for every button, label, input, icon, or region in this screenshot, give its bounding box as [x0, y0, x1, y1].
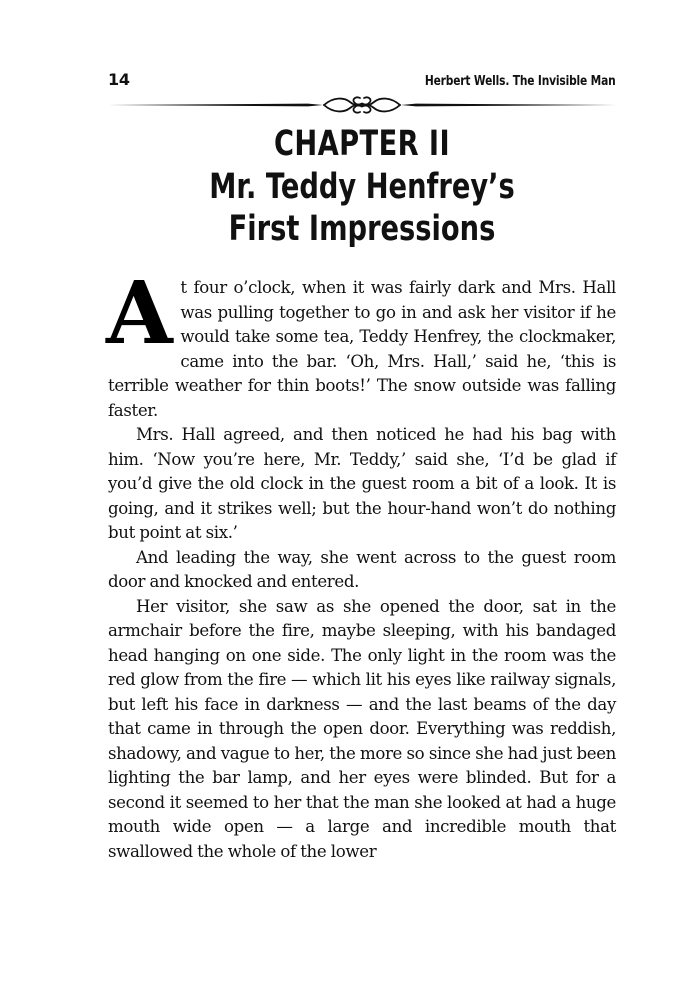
chapter-title-line-2: First Impressions: [228, 209, 496, 249]
page-number: 14: [108, 70, 130, 89]
paragraph-3: And leading the way, she went across to the guest room door and knocked and entered.: [108, 547, 616, 591]
paragraph-4: Her visitor, she saw as she opened the door, sat in the armchair before the fire, maybe sleeping, with his bandaged head hanging on one side. The only light in the room was the red glow from the fire — which lit his eyes like railway signals, but left his face in darkness — and the last beams of the day that came in through the open door. Everything was reddish, shadowy, and vague to her, the more so since she had just been lighting the bar lamp, and her eyes were blinded. But for a second it seemed to her that the man she looked at had a huge mouth wide open — a large and incredible mouth that swallowed the whole of the lower: [108, 596, 616, 861]
running-head: [108, 70, 616, 92]
paragraph-1-text: t four o’clock, when it was fairly dark and Mrs. Hall was pulling together to go in and ask her visitor if he would take some tea, Teddy Henfrey, the clockmaker, came into the bar. ‘Oh, Mrs. Hall,’ said he, ‘this is terrible weather for thin boots!’ The snow outside was falling faster.: [108, 278, 616, 420]
chapter-body: [106, 263, 616, 864]
book-page: [108, 70, 616, 864]
ornament-divider: [108, 94, 616, 116]
running-title: Herbert Wells. The Invisible Man: [425, 74, 616, 89]
scroll-ornament-icon: [108, 94, 616, 116]
drop-cap: A: [106, 263, 173, 364]
chapter-heading: [108, 122, 616, 250]
chapter-title-line-1: Mr. Teddy Henfrey’s: [209, 167, 515, 207]
chapter-number: CHAPTER II: [273, 124, 451, 164]
paragraph-2: Mrs. Hall agreed, and then noticed he had his bag with him. ‘Now you’re here, Mr. Teddy,’ said she, ‘I’d be glad if you’d give the old clock in the guest room a bit of a look. It is going, and it strikes well; but the hour-hand won’t do nothing but point at six.’: [108, 425, 616, 542]
paragraph-1: [106, 263, 616, 423]
